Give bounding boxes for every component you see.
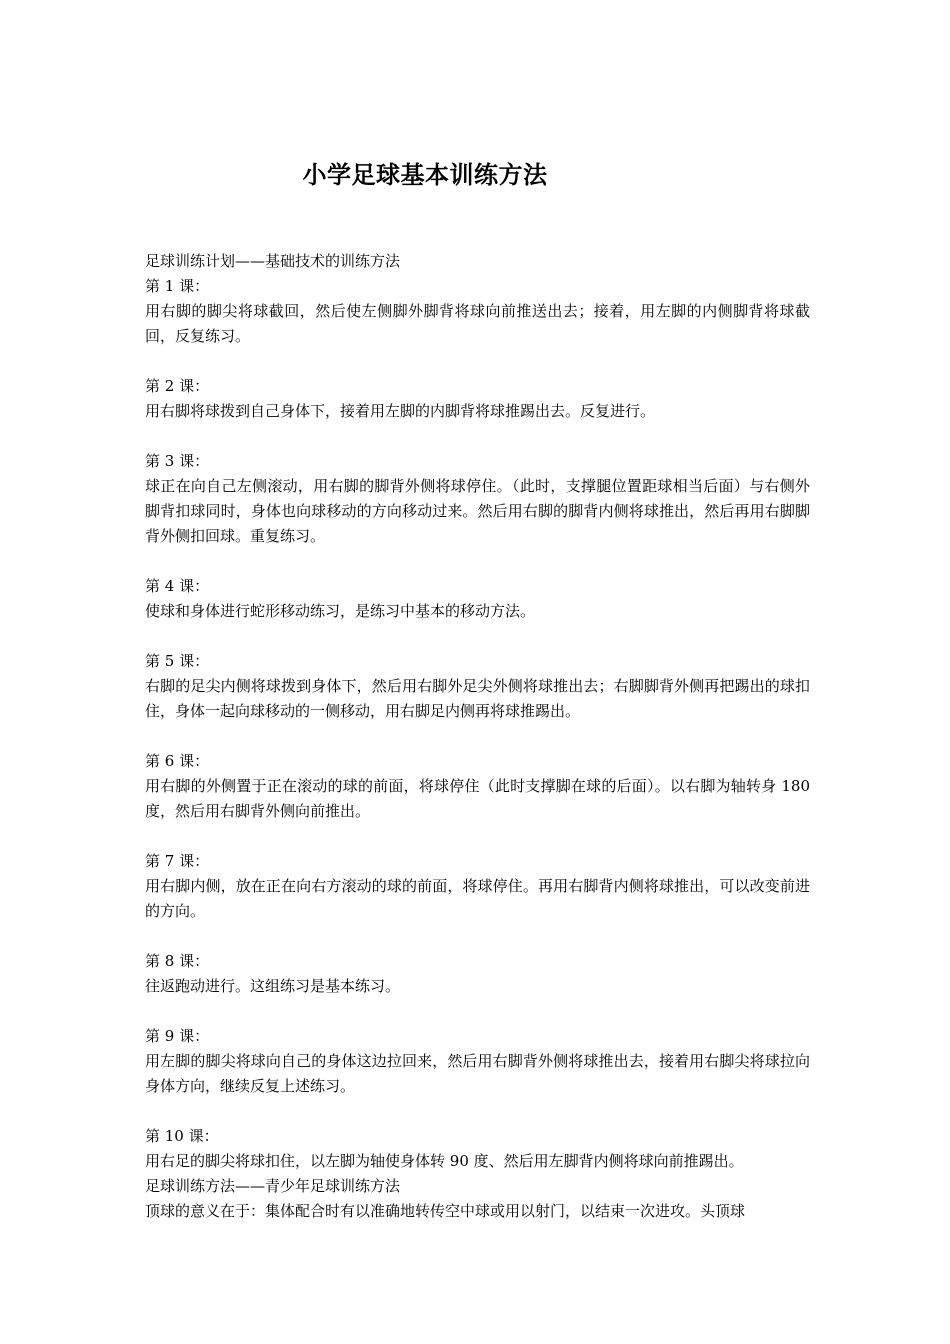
lesson-7-heading: 第 7 课： <box>145 852 210 870</box>
lesson-10-body: 用右足的脚尖将球扣住，以左脚为轴使身体转 90 度、然后用左脚背内侧将球向前推踢出。 <box>145 1152 744 1170</box>
lesson-6-heading: 第 6 课： <box>145 752 210 770</box>
lesson-8-heading: 第 8 课： <box>145 952 210 970</box>
lesson-1-body: 用右脚的脚尖将球截回，然后使左侧脚外脚背将球向前推送出去；接着，用左脚的内侧脚背将球截回，反复练习。 <box>145 302 810 345</box>
lesson-2-heading: 第 2 课： <box>145 377 210 395</box>
paragraph-gap <box>145 424 810 449</box>
paragraph-gap <box>145 824 810 849</box>
lesson-5-body: 右脚的足尖内侧将球拨到身体下，然后用右脚外足尖外侧将球推出去；右脚脚背外侧再把踢出的球扣住，身体一起向球移动的一侧移动，用右脚足内侧再将球推踢出。 <box>145 677 810 720</box>
lesson-9-body: 用左脚的脚尖将球向自己的身体这边拉回来，然后用右脚背外侧将球推出去，接着用右脚尖将球拉向身体方向，继续反复上述练习。 <box>145 1052 810 1095</box>
document-title: 小学足球基本训练方法 <box>302 160 548 189</box>
document-body <box>145 249 810 1224</box>
lesson-5-heading: 第 5 课： <box>145 652 210 670</box>
lesson-4-body: 使球和身体进行蛇形移动练习，是练习中基本的移动方法。 <box>145 602 536 620</box>
lesson-8-body: 往返跑动进行。这组练习是基本练习。 <box>145 977 401 995</box>
second-section-heading: 足球训练方法——青少年足球训练方法 <box>145 1177 401 1195</box>
lesson-2-body: 用右脚将球拨到自己身体下，接着用左脚的内脚背将球推踢出去。反复进行。 <box>145 402 656 420</box>
paragraph-gap <box>145 1099 810 1124</box>
paragraph-gap <box>145 624 810 649</box>
paragraph-gap <box>145 724 810 749</box>
section-heading: 足球训练计划——基础技术的训练方法 <box>145 252 401 270</box>
lesson-3-body: 球正在向自己左侧滚动，用右脚的脚背外侧将球停住。（此时，支撑腿位置距球相当后面）与右侧外脚背扣球同时，身体也向球移动的方向移动过来。然后用右脚的脚背内侧将球推出，然后再用右脚脚背外侧扣回球。重复练习。 <box>145 477 810 545</box>
paragraph-gap <box>145 349 810 374</box>
lesson-9-heading: 第 9 课： <box>145 1027 210 1045</box>
closing-paragraph: 顶球的意义在于：集体配合时有以准确地转传空中球或用以射门，以结束一次进攻。头顶球 <box>145 1202 746 1220</box>
lesson-10-heading: 第 10 课： <box>145 1127 219 1145</box>
lesson-4-heading: 第 4 课： <box>145 577 210 595</box>
paragraph-gap <box>145 999 810 1024</box>
lesson-3-heading: 第 3 课： <box>145 452 210 470</box>
paragraph-gap <box>145 924 810 949</box>
lesson-1-heading: 第 1 课： <box>145 277 210 295</box>
lesson-6-body: 用右脚的外侧置于正在滚动的球的前面，将球停住（此时支撑脚在球的后面）。以右脚为轴转身 180 度，然后用右脚背外侧向前推出。 <box>145 777 810 820</box>
paragraph-gap <box>145 549 810 574</box>
lesson-7-body: 用右脚内侧，放在正在向右方滚动的球的前面，将球停住。再用右脚背内侧将球推出，可以改变前进的方向。 <box>145 877 810 920</box>
